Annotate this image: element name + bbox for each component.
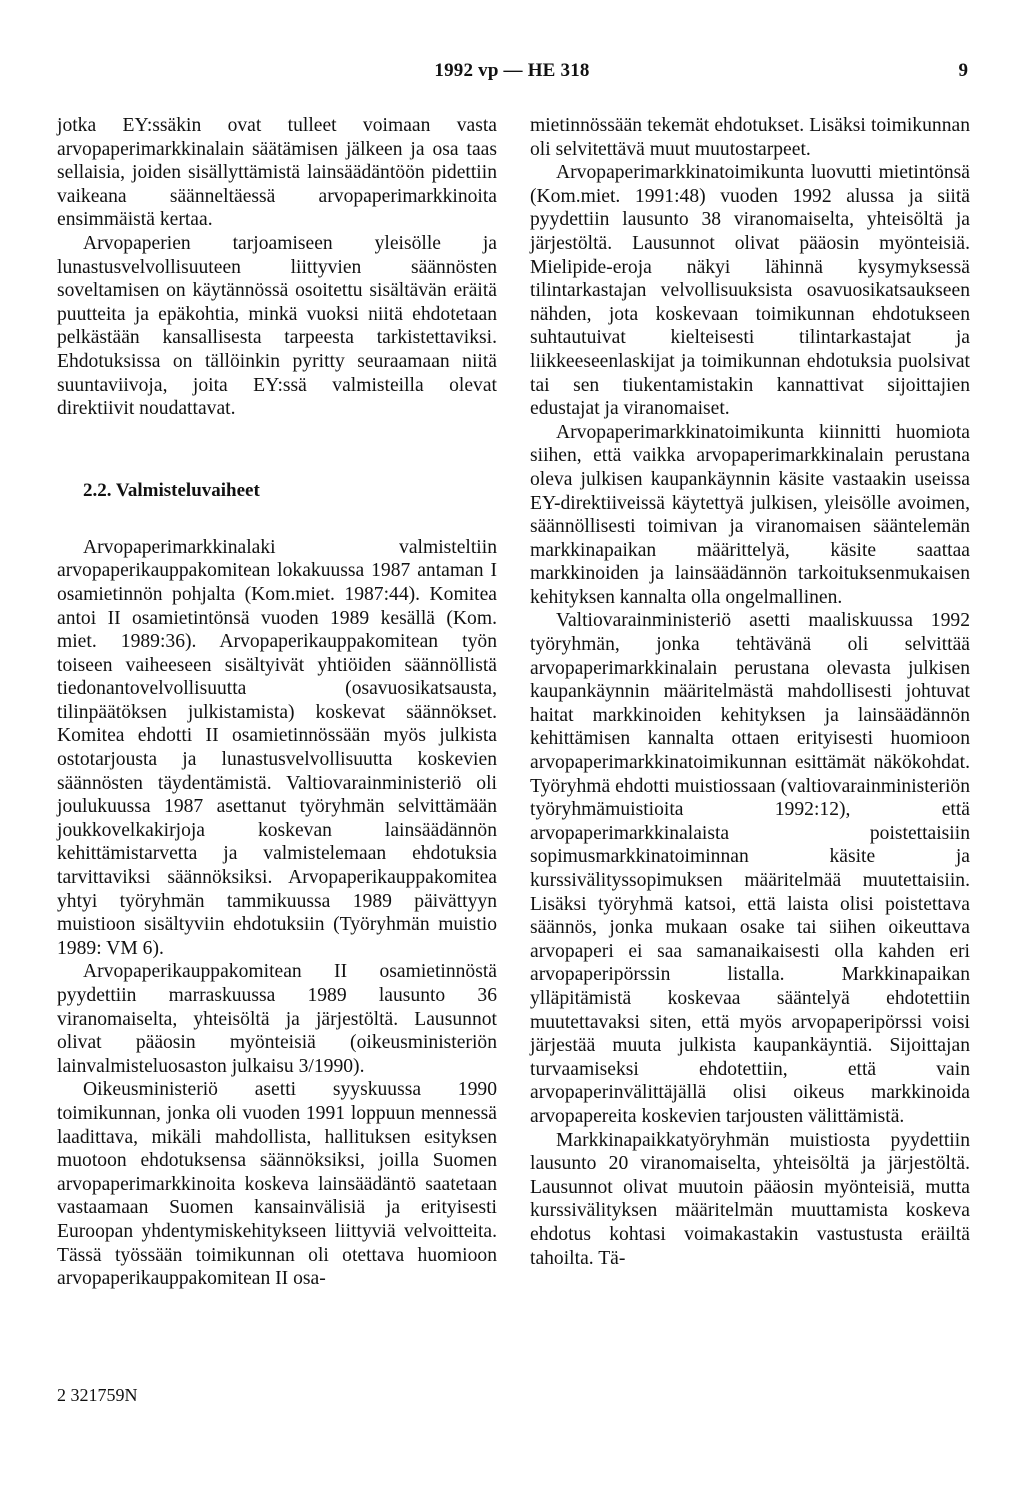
paragraph: Oikeusministeriö asetti syyskuussa 1990 toimikunnan, jonka oli vuoden 1991 loppuun mennessä laadittava, mikäli mahdollista, hallituksen esityksen muotoon ehdotuksensa säännöksiksi, joilla Suomen arvopaperimarkkinoita koskeva lainsäädäntö saatetaan vastaamaan Suomen kansainvälisiä ja erityisesti Euroopan yhdentymiskehitykseen liittyviä velvoitteita. Tässä työssään toimikunnan oli otettava huomioon arvopaperikauppakomitean II osa- xyxy=(57,1079,497,1290)
section-heading: 2.2. Valmisteluvaiheet xyxy=(83,479,260,501)
footer-code: 2 321759N xyxy=(57,1385,138,1405)
paragraph: mietinnössään tekemät ehdotukset. Lisäksi toimikunnan oli selvitettävä muut muutostarpeet. xyxy=(530,115,970,160)
paragraph: Arvopaperimarkkinalaki valmisteltiin arvopaperikauppakomitean lokakuussa 1987 antaman I osamietinnön pohjalta (Kom.miet. 1987:44). Komitea antoi II osamietintönsä vuoden 1989 kesällä (Kom. miet. 1989:36). Arvopaperikauppakomitean työn toiseen vaiheeseen sisältyivät yhtiöiden säännöllistä tiedonantovelvollisuutta (osavuosikatsausta, tilinpäätöksen julkistamista) koskevat säännökset. Komitea ehdotti II osamietinnössään myös julkista ostotarjousta ja lunastusvelvollisuutta koskevien säännösten täydentämistä. Valtiovarainministeriö oli joulukuussa 1987 asettanut työryhmän selvittämään joukkovelkakirjoja koskevan lainsäädännön kehittämistarvetta ja valmistelemaan ehdotuksia tarvittaviksi säännöksiksi. Arvopaperikauppakomitea yhtyi työryhmän tammikuussa 1989 päivättyyn muistioon sisältyviin ehdotuksiin (Työryhmän muistio 1989: VM 6). xyxy=(57,536,497,959)
page-header xyxy=(0,60,1024,86)
paragraph: Valtiovarainministeriö asetti maaliskuussa 1992 työryhmän, jonka tehtävänä oli selvittää arvopaperimarkkinalain perustana olevasta julkisen kaupankäynnin määritelmästä mahdollisesti johtuvat haitat markkinoiden kehityksen ja lainsäädännön kehittämisen kannalta ottaen erityisesti huomioon arvopaperimarkkinatoimikunnan esittämät näkökohdat. Työryhmä ehdotti muistiossaan (valtiovarainministeriön työryhmämuistioita 1992:12), että arvopaperimarkkinalaista poistettaisiin sopimusmarkkinatoiminnan käsite ja kurssivälityssopimuksen määritelmää muutettaisiin. Lisäksi työryhmä katsoi, että laista olisi poistettava säännös, jonka mukaan osake tai siihen oikeuttava arvopaperi ei saa samanaikaisesti olla kahden eri arvopaperipörssin listalla. Markkinapaikan ylläpitämistä koskevaa sääntelyä ehdotettiin muutettavaksi siten, että myös arvopaperipörssi voisi järjestää muuta julkista kaupankäyntiä. Sijoittajan turvaamiseksi ehdotettiin, että vain arvopaperinvälittäjällä olisi oikeus markkinoida arvopapereita koskevien tarjousten välittämistä. xyxy=(530,610,970,1127)
paragraph: Arvopaperimarkkinatoimikunta luovutti mietintönsä (Kom.miet. 1991:48) vuoden 1992 alussa ja siitä pyydettiin lausunto 38 viranomaiselta, yhteisöltä ja järjestöltä. Lausunnot olivat pääosin myönteisiä. Mielipide-eroja näkyi lähinnä kysymyksessä tilintarkastajan velvollisuuksista osavuosikatsaukseen nähden, jota koskevaan toimikunnan ehdotukseen suhtautuivat kielteisesti tilintarkastajat ja liikkeeseenlaskijat ja toimikunnan ehdotuksia puolsivat tai sen tiukentamistakin kannattivat sijoittajien edustajat ja viranomaiset. xyxy=(530,162,970,420)
page-number: 9 xyxy=(958,60,968,81)
paragraph: jotka EY:ssäkin ovat tulleet voimaan vasta arvopaperimarkkinalain säätämisen jälkeen ja osa taas sellaisia, joiden sisällyttämistä lainsäädäntöön pidettiin vaikeana säänneltäessä arvopaperimarkkinoita ensimmäistä kertaa. xyxy=(57,115,497,231)
left-column xyxy=(57,114,497,1291)
paragraph: Arvopaperikauppakomitean II osamietinnöstä pyydettiin marraskuussa 1989 lausunto 36 viranomaiselta, yhteisöltä ja järjestöltä. Lausunnot olivat pääosin myönteisiä (oikeusministeriön lainvalmisteluosaston julkaisu 3/1990). xyxy=(57,961,497,1077)
paragraph: Arvopaperimarkkinatoimikunta kiinnitti huomiota siihen, että vaikka arvopaperimarkkinalain perustana oleva julkisen kaupankäynnin käsite vastaakin useissa EY-direktiiveissä käytettyä julkisen, yleisölle avoimen, säännöllisesti toimivan ja viranomaisen sääntelemän markkinapaikan määrittelyä, käsite saattaa markkinoiden ja lainsäädännön tarkoituksenmukaisen kehityksen kannalta olla ongelmallinen. xyxy=(530,421,970,608)
paragraph: Markkinapaikkatyöryhmän muistiosta pyydettiin lausunto 20 viranomaiselta, yhteisöltä ja järjestöltä. Lausunnot olivat muutoin pääosin myönteisiä, mutta kurssivälityksen määritelmän muuttamista koskeva ehdotus kohtasi voimakastakin vastustusta eräiltä tahoilta. Tä- xyxy=(530,1129,970,1269)
right-column xyxy=(530,114,970,1270)
page-title: 1992 vp — HE 318 xyxy=(434,60,590,81)
paragraph: Arvopaperien tarjoamiseen yleisölle ja lunastusvelvollisuuteen liittyvien säännösten soveltamisen on käytännössä osoitettu sisältävän eräitä puutteita ja epäkohtia, minkä vuoksi niitä ehdotetaan pelkästään kansallisesta tarpeesta tarkistettaviksi. Ehdotuksissa on tällöinkin pyritty seuraamaan niitä suuntaviivoja, joita EY:ssä valmisteilla olevat direktiivit noudattavat. xyxy=(57,232,497,420)
